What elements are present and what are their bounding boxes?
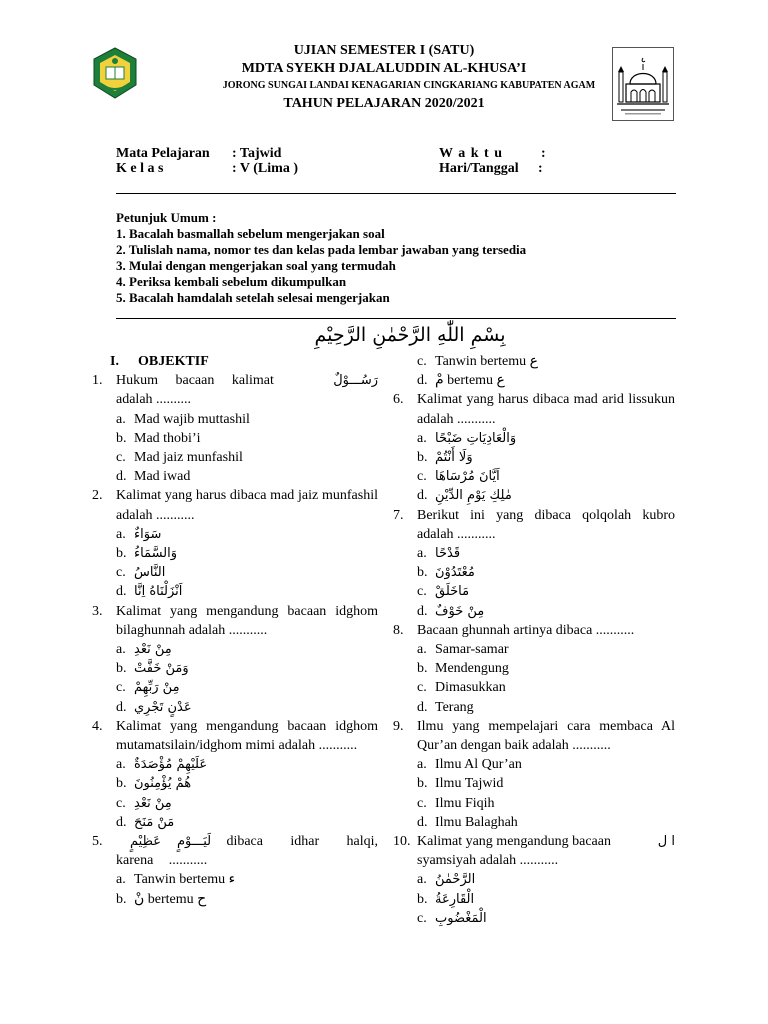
question-text [417, 832, 675, 870]
option-text: مْ bertemu ع [435, 373, 505, 389]
option-d[interactable] [92, 813, 378, 832]
option-d[interactable] [393, 371, 675, 390]
option-text: عَلَيْهِمْ مُؤْصَدَةٌ [134, 757, 208, 773]
question-4 [92, 717, 378, 755]
question-text: Kalimat yang harus dibaca mad arid lissukun adalah ........... [417, 392, 675, 427]
kelas-value: : V (Lima ) [232, 161, 298, 176]
question-number: 6. [393, 392, 404, 408]
petunjuk-item: 2. Tulislah nama, nomor tes dan kelas pada lembar jawaban yang tersedia [116, 242, 527, 257]
basmalah: بِسْمِ اللّٰهِ الرَّحْمٰنِ الرَّحِيْمِ [314, 324, 506, 346]
option-c[interactable] [393, 467, 675, 486]
option-d[interactable] [393, 602, 675, 621]
option-text: Mendengung [435, 661, 509, 677]
option-text: الرَّحْمٰنُ [435, 872, 476, 888]
option-b[interactable] [393, 774, 675, 793]
option-text: Mad jaiz munfashil [134, 450, 243, 466]
left-column [92, 352, 378, 909]
option-a[interactable] [393, 755, 675, 774]
option-a[interactable] [393, 429, 675, 448]
option-c[interactable] [92, 448, 378, 467]
option-d[interactable] [393, 698, 675, 717]
option-c[interactable] [393, 582, 675, 601]
option-text: مِنْ خَوْفٌ [435, 603, 485, 619]
option-a[interactable] [92, 525, 378, 544]
waktu-label: W a k t u [439, 146, 503, 161]
question-text-part: Kalimat yang mengandung bacaan [417, 834, 611, 850]
option-c[interactable] [92, 794, 378, 813]
option-letter: c. [417, 354, 427, 369]
divider-1 [116, 193, 676, 194]
option-text: الْقَارِعَةُ [435, 891, 475, 907]
question-number: 10. [393, 834, 411, 850]
option-text: Ilmu Balaghah [435, 814, 518, 830]
option-c[interactable] [393, 909, 675, 928]
hari-value: : [538, 161, 543, 176]
option-text: مَاخَلَقْ [435, 584, 470, 600]
option-letter: b. [116, 891, 127, 907]
option-letter: c. [417, 910, 427, 926]
option-letter: d. [116, 814, 127, 830]
option-c[interactable] [92, 678, 378, 697]
option-text: مِنْ نَعْدِ [134, 642, 172, 658]
question-number: 1. [92, 373, 103, 389]
question-text-part: syamsiyah adalah ........... [417, 853, 559, 869]
option-text: قَدْحًا [435, 546, 461, 562]
option-b[interactable] [92, 890, 378, 909]
question-1 [92, 371, 378, 409]
question-number: 8. [393, 622, 404, 638]
option-text: Tanwin bertemu ع [435, 354, 539, 369]
option-d[interactable] [92, 582, 378, 601]
option-b[interactable] [393, 659, 675, 678]
option-letter: d. [116, 469, 127, 485]
petunjuk-item: 1. Bacalah basmallah sebelum mengerjakan soal [116, 226, 385, 241]
option-a[interactable] [92, 410, 378, 429]
option-letter: c. [116, 450, 126, 466]
option-letter: c. [116, 795, 126, 811]
question-8 [393, 621, 675, 640]
divider-2 [116, 318, 676, 319]
section-label: OBJEKTIF [138, 354, 209, 369]
option-letter: a. [116, 642, 126, 658]
petunjuk-title: Petunjuk Umum : [116, 210, 217, 225]
option-text: هُمْ يُؤْمِنُونَ [134, 776, 192, 792]
question-text: Berikut ini yang dibaca qolqolah kubro adalah ........... [417, 507, 675, 542]
option-letter: c. [417, 680, 427, 696]
option-letter: d. [417, 699, 428, 715]
option-text: اَنْزَلْنَاهُ اِنَّا [134, 584, 183, 600]
option-a[interactable] [393, 640, 675, 659]
option-a[interactable] [92, 640, 378, 659]
option-b[interactable] [92, 544, 378, 563]
waktu-value: : [541, 146, 546, 161]
option-a[interactable] [92, 755, 378, 774]
option-letter: b. [116, 661, 127, 677]
question-number: 7. [393, 507, 404, 523]
question-10 [393, 832, 675, 870]
option-letter: d. [417, 488, 428, 504]
option-letter: a. [116, 757, 126, 773]
option-letter: a. [417, 872, 427, 888]
option-c[interactable] [393, 352, 675, 371]
question-7 [393, 506, 675, 544]
question-3 [92, 602, 378, 640]
option-text: مَنْ مَنَحَ [134, 814, 175, 830]
question-text-part: adalah .......... [116, 392, 192, 408]
question-text [116, 371, 378, 409]
option-text: مٰلِكِ يَوْمِ الدِّيْنِ [435, 488, 512, 504]
option-text: الْمَغْضُوبِ [435, 910, 487, 926]
petunjuk-item: 4. Periksa kembali sebelum dikumpulkan [116, 274, 347, 289]
arabic-word: ا ل [657, 834, 675, 850]
option-text: النَّاسُ [134, 565, 166, 581]
option-text: نْ bertemu ح [134, 891, 207, 907]
option-letter: b. [417, 891, 428, 907]
option-c[interactable] [393, 794, 675, 813]
question-text: Kalimat yang mengandung bacaan idghom bilaghunnah adalah ........... [116, 603, 378, 638]
mapel-value: : Tajwid [232, 146, 282, 161]
option-b[interactable] [393, 563, 675, 582]
option-letter: b. [417, 450, 428, 466]
option-c[interactable] [92, 563, 378, 582]
mapel-label: Mata Pelajaran [116, 146, 210, 161]
question-number: 9. [393, 718, 404, 734]
option-letter: b. [417, 565, 428, 581]
hari-label: Hari/Tanggal [439, 161, 519, 176]
petunjuk-item: 3. Mulai dengan mengerjakan soal yang termudah [116, 258, 396, 273]
option-text: وَالْعَادِيَاتِ ضَبْحًا [435, 430, 517, 446]
question-number: 4. [92, 718, 103, 734]
header-line-2: MDTA SYEKH DJALALUDDIN AL-KHUSA’I [241, 61, 527, 76]
option-letter: d. [417, 603, 428, 619]
option-letter: b. [417, 776, 428, 792]
question-text: Bacaan ghunnah artinya dibaca ........... [417, 622, 635, 638]
option-text: Terang [435, 699, 474, 715]
option-letter: a. [417, 546, 427, 562]
option-text: Ilmu Al Qur’an [435, 757, 522, 773]
option-text: وَلَا أَنْتُمْ [435, 450, 473, 466]
option-letter: c. [116, 565, 126, 581]
option-letter: b. [116, 430, 127, 446]
option-letter: a. [116, 872, 126, 888]
option-text: مِنْ رَبِّهِمْ [134, 680, 180, 696]
option-text: مِنْ نَعْدِ [134, 795, 172, 811]
option-letter: c. [417, 584, 427, 600]
question-number: 3. [92, 603, 103, 619]
question-5 [92, 832, 378, 870]
option-letter: d. [417, 814, 428, 830]
question-number: 5. [92, 834, 103, 850]
option-letter: a. [116, 411, 126, 427]
header-line-1: UJIAN SEMESTER I (SATU) [293, 43, 475, 58]
kelas-label: K e l a s [116, 161, 164, 176]
option-d[interactable] [393, 813, 675, 832]
arabic-word: رَسُـــوْلٌ [333, 373, 378, 389]
option-letter: a. [116, 526, 126, 542]
option-text: وَمَنْ خَفَّتْ [134, 661, 189, 677]
option-a[interactable] [393, 544, 675, 563]
option-b[interactable] [92, 774, 378, 793]
section-title [92, 352, 378, 371]
option-b[interactable] [393, 890, 675, 909]
option-letter: d. [116, 699, 127, 715]
option-letter: b. [116, 546, 127, 562]
option-text: Tanwin bertemu ء [134, 872, 236, 888]
option-text: Samar-samar [435, 642, 509, 658]
question-text: Ilmu yang mempelajari cara membaca Al Qur’an dengan baik adalah ........... [417, 718, 675, 754]
question-number: 2. [92, 488, 103, 504]
question-text-part: dibaca idhar halqi, karena ........... [116, 834, 378, 869]
option-text: Mad iwad [134, 469, 191, 485]
petunjuk-umum [116, 210, 526, 306]
option-text: Mad thobi’i [134, 430, 201, 446]
option-text: وَالسَّمَاءُ [134, 546, 178, 562]
question-6 [393, 390, 675, 428]
option-letter: d. [417, 373, 428, 389]
option-text: Mad wajib muttashil [134, 411, 250, 427]
option-text: مُعْتَدُوْنَ [435, 565, 475, 581]
arabic-word: لَيَـــوْمٍ عَظِيْمٍ [130, 834, 212, 850]
option-letter: d. [116, 584, 127, 600]
option-b[interactable] [92, 429, 378, 448]
option-d[interactable] [92, 698, 378, 717]
option-text: سَوَاءٌ [134, 526, 162, 542]
option-d[interactable] [393, 486, 675, 505]
header-line-3: JORONG SUNGAI LANDAI KENAGARIAN CINGKARIANG KABUPATEN AGAM [222, 80, 596, 91]
option-d[interactable] [92, 467, 378, 486]
question-text-part: Hukum bacaan kalimat [116, 373, 274, 389]
option-text: عَدْنٍ تَجْرِي [134, 699, 192, 715]
petunjuk-item: 5. Bacalah hamdalah setelah selesai mengerjakan [116, 290, 390, 305]
option-letter: c. [417, 469, 427, 485]
option-b[interactable] [393, 448, 675, 467]
option-letter: a. [417, 642, 427, 658]
question-9 [393, 717, 675, 755]
option-a[interactable] [393, 870, 675, 889]
option-text: اَيَّانَ مُرْسَاهَا [435, 469, 500, 485]
option-letter: b. [417, 661, 428, 677]
question-2 [92, 486, 378, 524]
right-column [393, 352, 675, 928]
question-text: Kalimat yang harus dibaca mad jaiz munfashil adalah ........... [116, 488, 378, 523]
option-letter: c. [116, 680, 126, 696]
option-b[interactable] [92, 659, 378, 678]
option-text: Ilmu Fiqih [435, 795, 495, 811]
option-text: Ilmu Tajwid [435, 776, 504, 792]
option-text: Dimasukkan [435, 680, 506, 696]
header-line-4: TAHUN PELAJARAN 2020/2021 [283, 96, 485, 111]
section-num: I. [110, 354, 119, 369]
option-letter: c. [417, 795, 427, 811]
question-text [116, 832, 378, 870]
question-text: Kalimat yang mengandung bacaan idghom mutamatsilain/idghom mimi adalah ........... [116, 718, 378, 754]
option-letter: a. [417, 430, 427, 446]
option-letter: b. [116, 776, 127, 792]
option-a[interactable] [92, 870, 378, 889]
option-letter: a. [417, 757, 427, 773]
option-c[interactable] [393, 678, 675, 697]
